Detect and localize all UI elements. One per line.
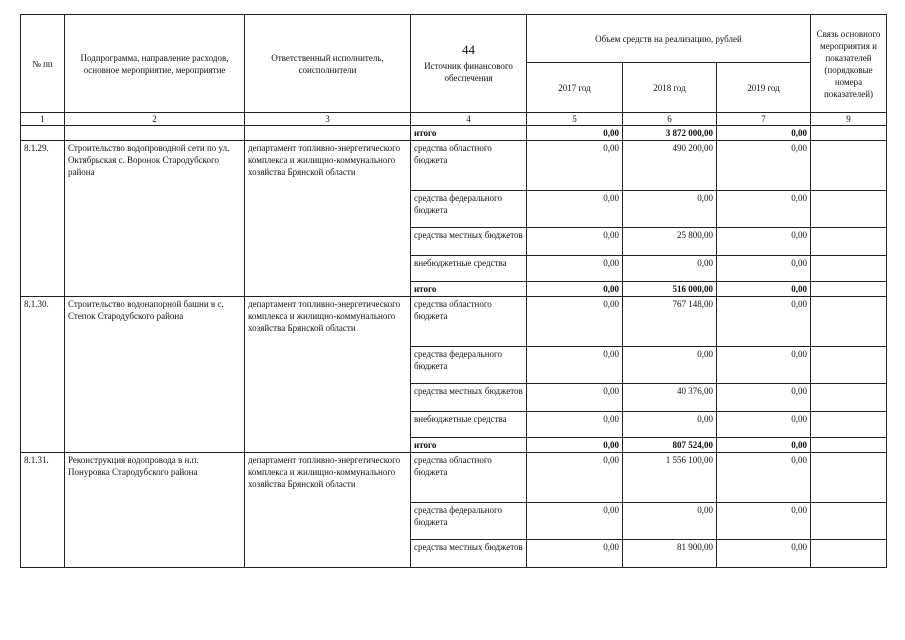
value-2018: 0,00 — [623, 347, 717, 384]
column-number: 4 — [411, 113, 527, 126]
funding-source: средства местных бюджетов — [411, 540, 527, 568]
value-2017: 0,00 — [527, 347, 623, 384]
header-2019: 2019 год — [717, 63, 811, 113]
value-2019: 0,00 — [717, 347, 811, 384]
funding-source: средства федерального бюджета — [411, 191, 527, 228]
value-2018: 81 900,00 — [623, 540, 717, 568]
column-number: 1 — [21, 113, 65, 126]
value-2018: 1 556 100,00 — [623, 453, 717, 503]
value-2019: 0,00 — [717, 438, 811, 453]
table-row — [21, 297, 887, 347]
value-2017: 0,00 — [527, 141, 623, 191]
entry-name: Строительство водопроводной сети по ул. Октябрьская с. Воронок Стародубского района — [65, 141, 245, 297]
value-2019: 0,00 — [717, 540, 811, 568]
funding-source: внебюджетные средства — [411, 256, 527, 282]
value-2018: 767 148,00 — [623, 297, 717, 347]
funding-source: внебюджетные средства — [411, 412, 527, 438]
funding-source: средства местных бюджетов — [411, 228, 527, 256]
value-2018: 807 524,00 — [623, 438, 717, 453]
header-executor: Ответственный исполнитель, соисполнители — [245, 15, 411, 113]
value-2017: 0,00 — [527, 503, 623, 540]
value-2018: 0,00 — [623, 256, 717, 282]
funding-source: средства местных бюджетов — [411, 384, 527, 412]
value-2017: 0,00 — [527, 540, 623, 568]
column-number: 9 — [811, 113, 887, 126]
entry-executor: департамент топливно-энергетического комплекса и жилищно-коммунального хозяйства Брянской области — [245, 453, 411, 568]
funding-source: средства областного бюджета — [411, 453, 527, 503]
entry-name: Реконструкция водопровода в н.п. Понуровка Стародубского района — [65, 453, 245, 568]
value-2017: 0,00 — [527, 228, 623, 256]
table-row-total — [21, 126, 887, 141]
entry-name: Строительство водонапорной башни в с. Степок Стародубского района — [65, 297, 245, 453]
value-2017: 0,00 — [527, 282, 623, 297]
value-2019: 0,00 — [717, 412, 811, 438]
column-number: 5 — [527, 113, 623, 126]
value-2017: 0,00 — [527, 256, 623, 282]
value-2017: 0,00 — [527, 126, 623, 141]
value-2017: 0,00 — [527, 191, 623, 228]
value-2018: 40 376,00 — [623, 384, 717, 412]
column-number: 3 — [245, 113, 411, 126]
total-label: итого — [411, 126, 527, 141]
value-2017: 0,00 — [527, 412, 623, 438]
table-row — [21, 453, 887, 503]
value-2019: 0,00 — [717, 384, 811, 412]
entry-number: 8.1.31. — [21, 453, 65, 568]
funding-table — [20, 14, 887, 568]
header-num: № пп — [21, 15, 65, 113]
value-2019: 0,00 — [717, 256, 811, 282]
value-2018: 0,00 — [623, 412, 717, 438]
entry-number: 8.1.29. — [21, 141, 65, 297]
column-number: 2 — [65, 113, 245, 126]
column-number: 7 — [717, 113, 811, 126]
value-2018: 3 872 000,00 — [623, 126, 717, 141]
funding-source: средства областного бюджета — [411, 141, 527, 191]
value-2017: 0,00 — [527, 438, 623, 453]
funding-source: средства федерального бюджета — [411, 347, 527, 384]
header-2018: 2018 год — [623, 63, 717, 113]
value-2018: 25 800,00 — [623, 228, 717, 256]
entry-executor: департамент топливно-энергетического комплекса и жилищно-коммунального хозяйства Брянской области — [245, 141, 411, 297]
header-program: Подпрограмма, направление расходов, основное мероприятие, мероприятие — [65, 15, 245, 113]
value-2019: 0,00 — [717, 453, 811, 503]
value-2019: 0,00 — [717, 141, 811, 191]
value-2019: 0,00 — [717, 191, 811, 228]
value-2017: 0,00 — [527, 297, 623, 347]
header-source-label: Источник финансового обеспечения — [424, 60, 513, 83]
value-2017: 0,00 — [527, 453, 623, 503]
value-2017: 0,00 — [527, 384, 623, 412]
value-2019: 0,00 — [717, 282, 811, 297]
value-2018: 0,00 — [623, 191, 717, 228]
column-number-row — [21, 113, 887, 126]
funding-source: средства областного бюджета — [411, 297, 527, 347]
value-2019: 0,00 — [717, 228, 811, 256]
total-label: итого — [411, 438, 527, 453]
value-2019: 0,00 — [717, 126, 811, 141]
value-2019: 0,00 — [717, 503, 811, 540]
header-2017: 2017 год — [527, 63, 623, 113]
column-number: 6 — [623, 113, 717, 126]
value-2019: 0,00 — [717, 297, 811, 347]
header-volume: Объем средств на реализацию, рублей — [527, 15, 811, 63]
entry-number: 8.1.30. — [21, 297, 65, 453]
funding-source: средства федерального бюджета — [411, 503, 527, 540]
value-2018: 490 200,00 — [623, 141, 717, 191]
total-label: итого — [411, 282, 527, 297]
value-2018: 0,00 — [623, 503, 717, 540]
header-link: Связь основного мероприятия и показателей (порядковые номера показателей) — [811, 15, 887, 113]
entry-executor: департамент топливно-энергетического комплекса и жилищно-коммунального хозяйства Брянской области — [245, 297, 411, 453]
table-row — [21, 141, 887, 191]
page-number: 44 — [462, 41, 475, 57]
header-source — [411, 15, 527, 113]
document-page — [20, 14, 886, 568]
value-2018: 516 000,00 — [623, 282, 717, 297]
